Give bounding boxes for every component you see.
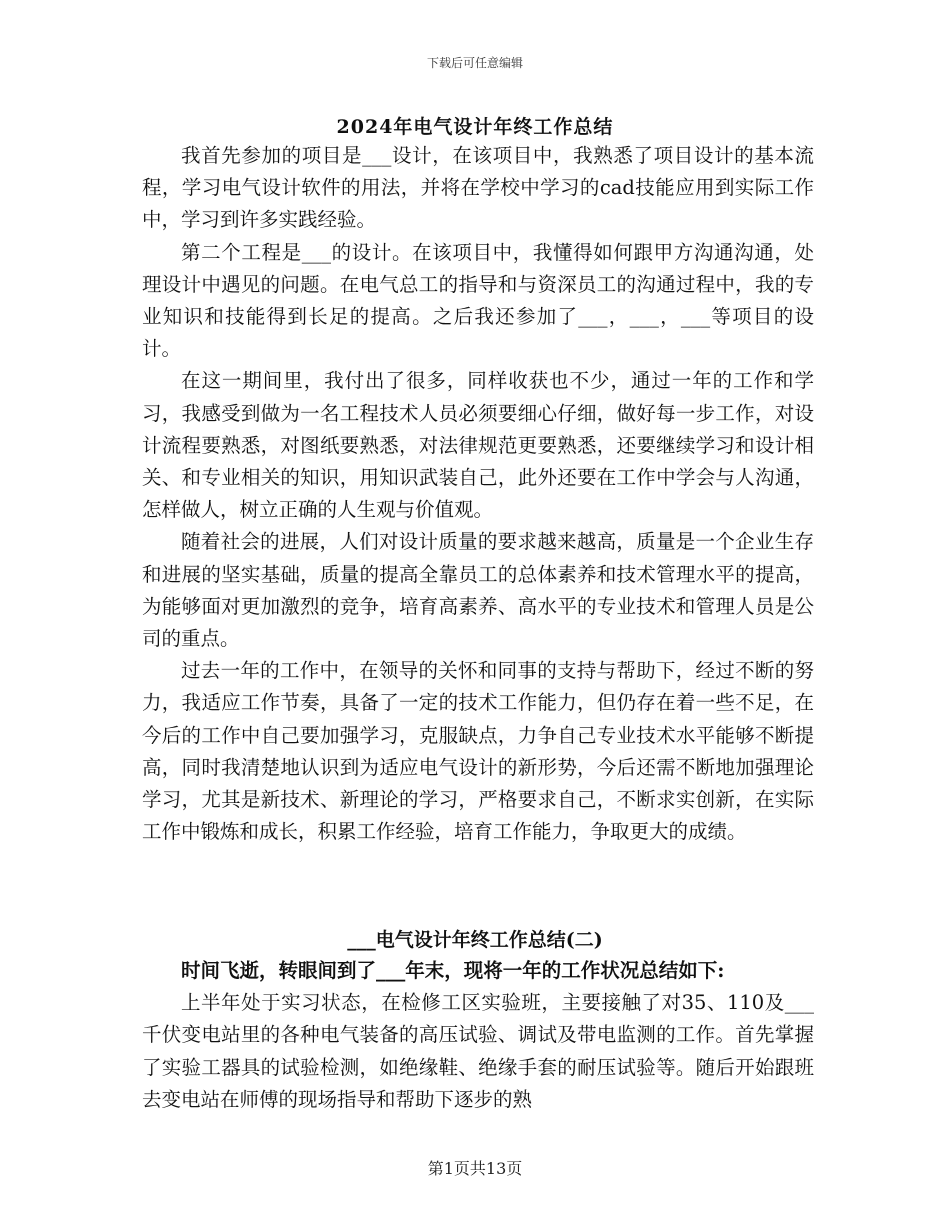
page-number: 第1页共13页 <box>427 1159 523 1178</box>
document-title: 2024年电气设计年终工作总结 <box>336 116 614 138</box>
paragraph-3: 在这一期间里，我付出了很多，同样收获也不少，通过一年的工作和学习，我感受到做为一名工程技术人员必须要细心仔细，做好每一步工作，对设计流程要熟悉，对图纸要熟悉，对法律规范更要熟悉，还要继续学习和设计相关、和专业相关的知识，用知识武装自己，此外还要在工作中学会与人沟通，怎样做人，树立正确的人生观与价值观。 <box>142 369 814 522</box>
section-2-body <box>142 955 814 1116</box>
section-2-lead: 时间飞逝，转眼间到了___年末，现将一年的工作状况总结如下: <box>181 959 725 982</box>
paragraph-2: 第二个工程是___的设计。在该项目中，我懂得如何跟甲方沟通沟通，处理设计中遇见的问题。在电气总工的指导和与资深员工的沟通过程中，我的专业知识和技能得到长足的提高。之后我还参加了___，___，___等项目的设计。 <box>142 240 814 361</box>
section-2-paragraph-1: 上半年处于实习状态，在检修工区实验班，主要接触了对35、110及___千伏变电站里的各种电气装备的高压试验、调试及带电监测的工作。首先掌握了实验工器具的试验检测，如绝缘鞋、绝缘手套的耐压试验等。随后开始跟班去变电站在师傅的现场指导和帮助下逐步的熟 <box>142 991 814 1111</box>
document-body <box>142 140 814 848</box>
paragraph-4: 随着社会的进展，人们对设计质量的要求越来越高，质量是一个企业生存和进展的坚实基础，质量的提高全靠员工的总体素养和技术管理水平的提高，为能够面对更加激烈的竞争，培育高素养、高水平的专业技术和管理人员是公司的重点。 <box>142 530 814 651</box>
section-2-title: ___电气设计年终工作总结(二) <box>347 929 603 951</box>
paragraph-5: 过去一年的工作中，在领导的关怀和同事的支持与帮助下，经过不断的努力，我适应工作节奏，具备了一定的技术工作能力，但仍存在着一些不足，在今后的工作中自己要加强学习，克服缺点，力争自己专业技术水平能够不断提高，同时我清楚地认识到为适应电气设计的新形势，今后还需不断地加强理论学习，尤其是新技术、新理论的学习，严格要求自己，不断求实创新，在实际工作中锻炼和成长，积累工作经验，培育工作能力，争取更大的成绩。 <box>142 659 814 844</box>
paragraph-1: 我首先参加的项目是___设计，在该项目中，我熟悉了项目设计的基本流程，学习电气设计软件的用法，并将在学校中学习的cad技能应用到实际工作中，学习到许多实践经验。 <box>142 144 814 232</box>
page-header-note: 下载后可任意编辑 <box>426 56 523 70</box>
